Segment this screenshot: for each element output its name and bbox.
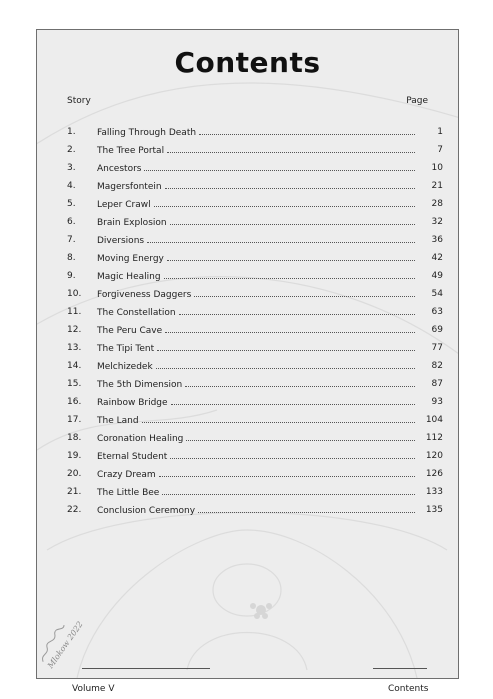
toc-page-number: 32 xyxy=(431,217,443,227)
toc-title: Eternal Student xyxy=(97,452,168,462)
toc-page-number: 7 xyxy=(437,145,443,155)
toc-leader-dots xyxy=(159,468,415,477)
toc-leader-dots xyxy=(185,378,415,387)
toc-leader-dots xyxy=(165,324,415,333)
toc-leader-dots xyxy=(186,432,415,441)
toc-page-number: 1 xyxy=(437,127,443,137)
toc-number: 21. xyxy=(67,487,82,497)
toc-row xyxy=(67,306,443,324)
toc-title-wrap xyxy=(97,342,415,355)
toc-title: Moving Energy xyxy=(97,254,164,264)
toc-number: 12. xyxy=(67,325,82,335)
toc-page-number: 104 xyxy=(425,415,443,425)
toc-leader-dots xyxy=(144,162,415,171)
toc-title: Forgiveness Daggers xyxy=(97,290,192,300)
toc-title: The Constellation xyxy=(97,308,176,318)
toc-number: 1. xyxy=(67,127,76,137)
story-column-header: Story xyxy=(67,96,91,106)
toc-page-number: 54 xyxy=(431,289,443,299)
toc-title-wrap xyxy=(97,180,415,193)
toc-leader-dots xyxy=(198,504,415,513)
toc-title: Coronation Healing xyxy=(97,434,184,444)
toc-number: 20. xyxy=(67,469,82,479)
toc-number: 16. xyxy=(67,397,82,407)
toc-title: Ancestors xyxy=(97,164,142,174)
toc-number: 10. xyxy=(67,289,82,299)
toc-page-number: 69 xyxy=(431,325,443,335)
toc-title-wrap xyxy=(97,396,415,409)
toc-title-wrap xyxy=(97,360,415,373)
toc-number: 4. xyxy=(67,181,76,191)
toc-title-wrap xyxy=(97,414,415,427)
toc-page-number: 120 xyxy=(425,451,443,461)
toc-number: 7. xyxy=(67,235,76,245)
toc-row xyxy=(67,486,443,504)
toc-row xyxy=(67,396,443,414)
toc-title: Leper Crawl xyxy=(97,200,151,210)
toc-title: Conclusion Ceremony xyxy=(97,506,196,516)
toc-page-number: 10 xyxy=(431,163,443,173)
toc-leader-dots xyxy=(154,198,415,207)
footer-divider-right xyxy=(373,668,427,669)
toc-row xyxy=(67,378,443,396)
toc-title: The Peru Cave xyxy=(97,326,163,336)
toc-leader-dots xyxy=(170,450,415,459)
toc-leader-dots xyxy=(171,396,415,405)
toc-title-wrap xyxy=(97,486,415,499)
toc-number: 5. xyxy=(67,199,76,209)
toc-page-number: 135 xyxy=(425,505,443,515)
toc-title-wrap xyxy=(97,324,415,337)
toc-number: 17. xyxy=(67,415,82,425)
toc-row xyxy=(67,342,443,360)
toc-leader-dots xyxy=(194,288,415,297)
toc-number: 11. xyxy=(67,307,82,317)
toc-page-number: 126 xyxy=(425,469,443,479)
toc-title: The Tipi Tent xyxy=(97,344,155,354)
toc-number: 14. xyxy=(67,361,82,371)
toc-leader-dots xyxy=(167,144,415,153)
toc-number: 6. xyxy=(67,217,76,227)
toc-leader-dots xyxy=(199,126,415,135)
toc-title-wrap xyxy=(97,144,415,157)
toc-row xyxy=(67,432,443,450)
toc-row xyxy=(67,234,443,252)
toc-leader-dots xyxy=(179,306,415,315)
toc-row xyxy=(67,468,443,486)
toc-number: 3. xyxy=(67,163,76,173)
toc-row xyxy=(67,126,443,144)
toc-title: The Little Bee xyxy=(97,488,160,498)
toc-title-wrap xyxy=(97,126,415,139)
toc-page-number: 87 xyxy=(431,379,443,389)
footer-volume: Volume V xyxy=(72,684,115,694)
toc-row xyxy=(67,414,443,432)
toc-title: Magersfontein xyxy=(97,182,162,192)
toc-leader-dots xyxy=(167,252,415,261)
toc-page-number: 36 xyxy=(431,235,443,245)
toc-title-wrap xyxy=(97,162,415,175)
toc-number: 8. xyxy=(67,253,76,263)
toc-number: 18. xyxy=(67,433,82,443)
toc-title-wrap xyxy=(97,378,415,391)
toc-leader-dots xyxy=(156,360,415,369)
toc-title: Brain Explosion xyxy=(97,218,167,228)
toc-number: 13. xyxy=(67,343,82,353)
toc-title-wrap xyxy=(97,270,415,283)
toc-title-wrap xyxy=(97,468,415,481)
toc-title-wrap xyxy=(97,504,415,517)
toc-row xyxy=(67,504,443,522)
toc-title: The Tree Portal xyxy=(97,146,165,156)
footer-divider-left xyxy=(82,668,210,669)
toc-leader-dots xyxy=(142,414,415,423)
toc-row xyxy=(67,144,443,162)
toc-page-number: 93 xyxy=(431,397,443,407)
toc-title-wrap xyxy=(97,306,415,319)
toc-number: 15. xyxy=(67,379,82,389)
toc-row xyxy=(67,324,443,342)
toc-page-number: 133 xyxy=(425,487,443,497)
toc-title-wrap xyxy=(97,216,415,229)
toc-page-number: 42 xyxy=(431,253,443,263)
toc-title-wrap xyxy=(97,234,415,247)
toc-page-number: 49 xyxy=(431,271,443,281)
toc-title-wrap xyxy=(97,198,415,211)
toc-title: The 5th Dimension xyxy=(97,380,183,390)
toc-number: 2. xyxy=(67,145,76,155)
toc-number: 9. xyxy=(67,271,76,281)
toc-row xyxy=(67,288,443,306)
toc-title: The Land xyxy=(97,416,139,426)
toc-title: Rainbow Bridge xyxy=(97,398,168,408)
toc-row xyxy=(67,450,443,468)
toc-row xyxy=(67,180,443,198)
toc-title-wrap xyxy=(97,252,415,265)
toc-leader-dots xyxy=(162,486,415,495)
toc-page-number: 63 xyxy=(431,307,443,317)
toc-row xyxy=(67,270,443,288)
toc-row xyxy=(67,162,443,180)
toc-page-number: 82 xyxy=(431,361,443,371)
toc-row xyxy=(67,252,443,270)
toc-title-wrap xyxy=(97,432,415,445)
table-of-contents xyxy=(67,126,443,522)
toc-title-wrap xyxy=(97,450,415,463)
toc-page-number: 112 xyxy=(425,433,443,443)
toc-title: Falling Through Death xyxy=(97,128,197,138)
toc-title: Diversions xyxy=(97,236,145,246)
toc-number: 22. xyxy=(67,505,82,515)
toc-title-wrap xyxy=(97,288,415,301)
toc-page-number: 21 xyxy=(431,181,443,191)
toc-leader-dots xyxy=(157,342,415,351)
toc-leader-dots xyxy=(147,234,415,243)
toc-number: 19. xyxy=(67,451,82,461)
toc-leader-dots xyxy=(170,216,415,225)
toc-page-number: 77 xyxy=(431,343,443,353)
toc-title: Magic Healing xyxy=(97,272,161,282)
page-frame xyxy=(36,29,459,679)
toc-row xyxy=(67,216,443,234)
toc-leader-dots xyxy=(164,270,415,279)
signature-text: Mlokow 2022 xyxy=(45,619,85,671)
toc-row xyxy=(67,360,443,378)
toc-title: Melchizedek xyxy=(97,362,153,372)
page-column-header: Page xyxy=(406,96,428,106)
toc-leader-dots xyxy=(165,180,415,189)
toc-row xyxy=(67,198,443,216)
toc-page-number: 28 xyxy=(431,199,443,209)
page-title: Contents xyxy=(174,46,321,79)
footer-section: Contents xyxy=(388,684,429,694)
toc-title: Crazy Dream xyxy=(97,470,156,480)
